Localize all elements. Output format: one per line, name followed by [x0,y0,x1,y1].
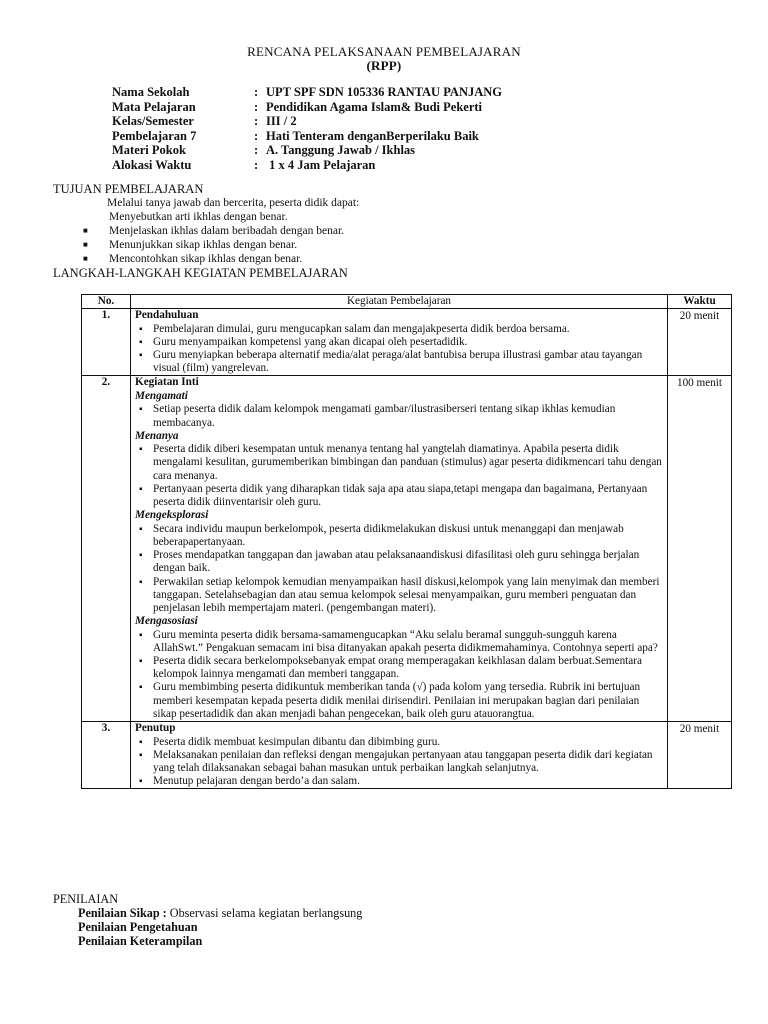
activity-subheading: Mengeksplorasi [135,509,209,522]
list-item: ▪ Peserta didik secara berkelompoksebanyak empat orang memperagakan keikhlasan dalam berbuat.Sementara kelompok lainnya mengamati dan memberi tanggapan. [135,655,663,681]
info-value: Hati Tenteram denganBerperilaku Baik [266,128,479,143]
table-header-row [82,295,732,309]
info-label: Mata Pelajaran [112,99,196,114]
table-row [82,376,732,722]
activity-list [135,323,663,376]
kegiatan-table [81,294,732,789]
activity-subheading: Menanya [135,429,179,442]
info-label: Kelas/Semester [112,114,194,129]
langkah-heading: LANGKAH-LANGKAH KEGIATAN PEMBELAJARAN [53,266,348,280]
penilaian-sikap [78,906,362,921]
document-subtitle: (RPP) [366,58,402,73]
activity-list [135,523,663,615]
info-colon: : [254,128,259,143]
info-row-materi-pokok [112,143,502,158]
info-value: A. Tanggung Jawab / Ikhlas [266,143,416,158]
duration-value: 20 menit [679,723,720,736]
list-item: ▪ Setiap peserta didik dalam kelompok mengamati gambar/ilustrasiberseri tentang sikap ikhlas kemudian membacanya. [135,403,663,429]
info-colon: : [254,114,259,129]
activity-list [135,736,663,789]
info-label: Nama Sekolah [112,85,190,99]
document-title: RENCANA PELAKSANAAN PEMBELAJARAN [247,44,521,59]
col-header-waktu: Waktu [668,295,732,309]
activity-title: Kegiatan Inti [135,376,199,389]
table-row [82,722,732,789]
info-label: Materi Pokok [112,143,186,158]
activity-list [135,629,663,721]
activity-subheading: Mengasosiasi [135,615,198,628]
info-colon: : [254,157,259,172]
list-item: ▪ Guru meminta peserta didik bersama-samamengucapkan “Aku selalu beramal sungguh-sungguh karena AllahSwt.” Pengakuan semacam ini bisa ditanyakan apakah peserta didikmemahaminya. Contohnya seperti apa? [135,629,663,655]
row-number: 3. [82,722,131,789]
table-body [82,309,732,789]
activity-cell [131,722,668,789]
info-row-pembelajaran [112,129,502,144]
activity-cell [131,376,668,722]
penilaian-sikap-label: Penilaian Sikap : [78,906,167,920]
duration-cell [668,309,732,376]
info-value: III / 2 [266,114,297,129]
penilaian-heading: PENILAIAN [53,892,118,906]
activity-title: Pendahuluan [135,309,199,321]
list-item: ▪ Peserta didik diberi kesempatan untuk menanya tentang hal yangtelah diamatinya. Apabila peserta didik mengalami kesulitan, gurumemberikan bimbingan dan panduan (stimulus) agar peserta didikmencari tahu dengan cara menanya. [135,443,663,483]
list-item: ▪ Perwakilan setiap kelompok kemudian menyampaikan hasil diskusi,kelompok yang lain menyimak dan memberi tanggapan. Setelahsebagian dan atau semua kelompok selesai menyampaikan, guru memberi penguatan dan penjelasan lebih mempertajam materi. (pengembangan materi). [135,576,663,616]
list-item: ▪ Menutup pelajaran dengan berdo’a dan salam. [135,775,663,788]
col-header-kegiatan: Kegiatan Pembelajaran [131,295,668,309]
activity-list [135,403,663,429]
list-item: ▪ Peserta didik membuat kesimpulan dibantu dan dibimbing guru. [135,736,663,749]
bullet-icon: ■ [83,240,88,249]
info-colon: : [254,99,259,114]
list-item: ▪ Guru menyampaikan kompetensi yang akan dicapai oleh pesertadidik. [135,336,663,349]
penilaian-sikap-value: Observasi selama kegiatan berlangsung [166,906,363,920]
penilaian-pengetahuan: Penilaian Pengetahuan [78,920,198,934]
tujuan-item: Menjelaskan ikhlas dalam beribadah dengan benar. [109,225,345,237]
bullet-icon: ■ [83,254,88,263]
duration-value: 20 menit [679,310,720,322]
list-item: ▪ Proses mendapatkan tanggapan dan jawaban atau pelaksanaandiskusi difasilitasi oleh guru sehingga berjalan dengan baik. [135,549,663,575]
tujuan-item: Menunjukkan sikap ikhlas dengan benar. [109,239,298,251]
bullet-icon: ■ [83,226,88,235]
list-item: ▪ Pertanyaan peserta didik yang diharapkan tidak saja apa atau siapa,tetapi mengapa dan bagaimana, Pertanyaan peserta didik diinventarisir oleh guru. [135,483,663,509]
list-item: ▪ Pembelajaran dimulai, guru mengucapkan salam dan mengajakpeserta didik berdoa bersama. [135,323,663,336]
tujuan-item: Menyebutkan arti ikhlas dengan benar. [109,211,288,223]
info-row-mata-pelajaran [112,100,502,115]
identity-block [112,85,502,173]
info-value: UPT SPF SDN 105336 RANTAU PANJANG [266,85,502,99]
info-row-nama-sekolah [112,85,502,100]
penilaian-keterampilan: Penilaian Keterampilan [78,934,203,948]
tujuan-item: Mencontohkan sikap ikhlas dengan benar. [109,253,303,265]
info-label: Pembelajaran 7 [112,128,197,143]
tujuan-intro: Melalui tanya jawab dan bercerita, peserta didik dapat: [107,197,360,209]
activity-list [135,443,663,509]
list-item: ▪ Guru menyiapkan beberapa alternatif media/alat peraga/alat bantubisa berupa illustrasi gambar atau tayangan visual (film) yangrelevan. [135,349,663,375]
info-label: Alokasi Waktu [112,157,192,172]
table-row [82,309,732,376]
tujuan-heading: TUJUAN PEMBELAJARAN [53,182,204,196]
duration-cell [668,722,732,789]
info-value: Pendidikan Agama Islam& Budi Pekerti [266,99,482,114]
row-number: 1. [82,309,131,376]
activity-subheading: Mengamati [135,389,188,402]
col-header-no: No. [82,295,131,309]
duration-value: 100 menit [676,377,723,390]
info-colon: : [254,143,259,158]
list-item: ▪ Melaksanakan penilaian dan refleksi dengan mengajukan pertanyaan atau tanggapan peserta didik dari kegiatan yang telah dilaksanakan sebagai bahan masukan untuk perbaikan langkah selanjutnya. [135,749,663,775]
row-number: 2. [82,376,131,722]
duration-cell [668,376,732,722]
list-item: ▪ Secara individu maupun berkelompok, peserta didikmelakukan diskusi untuk menanggapi dan menjawab beberapapertanyaan. [135,523,663,549]
info-value: 1 x 4 Jam Pelajaran [266,157,376,172]
list-item: ▪ Guru membimbing peserta didikuntuk memberikan tanda (√) pada kolom yang tersedia. Rubrik ini bertujuan memberi kesempatan kepada peserta didik menilai dirisendiri. Penilaian ini merupakan bagian dari penilaian sikap pesertadidik dan akan menjadi bahan pengecekan, baik oleh guru atauorangtua. [135,681,663,721]
info-row-alokasi-waktu [112,158,502,173]
activity-title: Penutup [135,722,176,735]
info-row-kelas-semester [112,114,502,129]
info-colon: : [254,85,259,99]
activity-cell [131,309,668,376]
